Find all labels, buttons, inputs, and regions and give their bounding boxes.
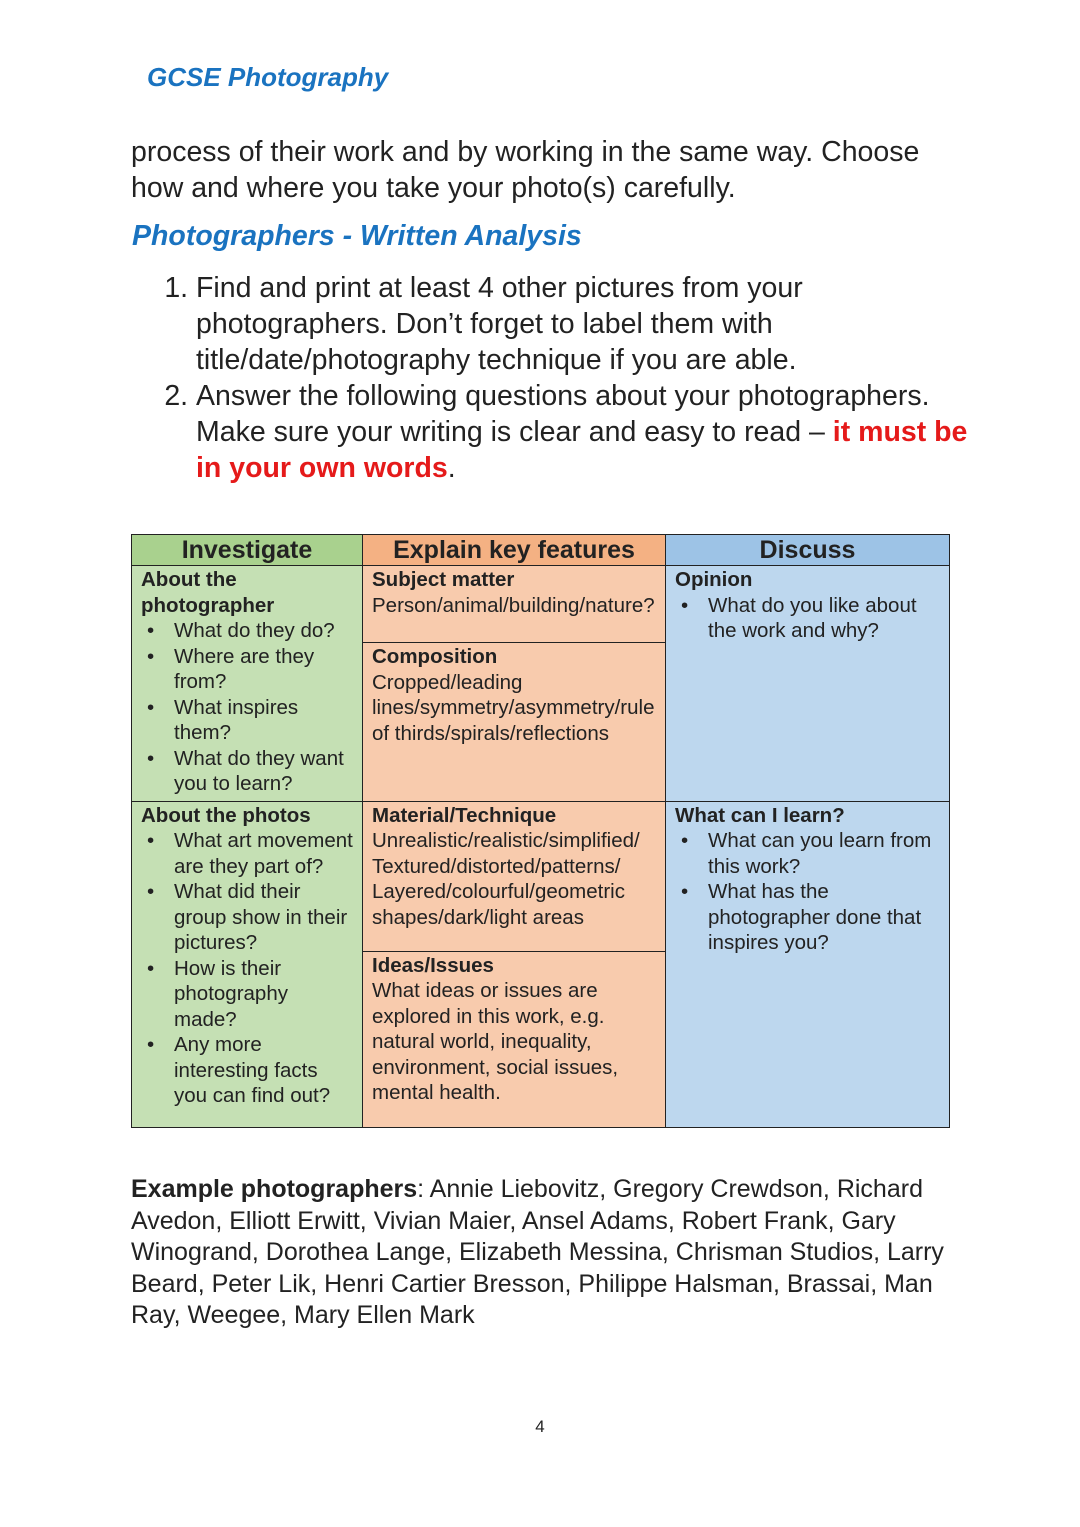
header-explain: Explain key features [363,535,666,566]
analysis-table [131,534,950,1128]
list-item: • Any more interesting facts you can find out? [174,1032,354,1109]
list-item: • What inspires them? [174,695,354,746]
cell-title: Material/Technique [372,803,557,827]
step-2 [196,378,996,486]
examples-text: : Annie Liebovitz, Gregory Crewdson, Richard Avedon, Elliott Erwitt, Vivian Maier, Ansel Adams, Robert Frank, Gary Winogrand, Dorothea Lange, Elizabeth Messina, Chrisman Studios, Larry Beard, Peter Lik, Henri Cartier Bresson, Philippe Halsman, Brassai, Man Ray, Weegee, Mary Ellen Mark [131,1175,944,1329]
examples-label: Example photographers [131,1175,418,1203]
list-item: • How is their photography made? [174,956,354,1033]
cell-title: Composition [372,645,498,669]
step-1 [196,270,996,378]
list-item: • Where are they from? [174,644,354,695]
cell-material-technique [363,801,666,951]
list-item: • What did their group show in their pictures? [174,879,354,956]
cell-title: About the photos [141,803,311,827]
cell-title: Subject matter [372,568,515,591]
list-item: • What can you learn from this work? [708,828,941,879]
cell-title: About the photographer [141,568,275,617]
emphasis-text: it must be in your own words [196,416,968,484]
document-header: GCSE Photography [147,62,389,92]
list-item: • What do they want you to learn? [174,746,354,797]
instructions-list [160,270,996,486]
section-title: Photographers - Written Analysis [132,220,582,252]
cell-title: What can I learn? [675,803,845,827]
cell-ideas-issues [363,951,666,1127]
step-text: Answer the following questions about your photographers. Make sure your writing is clear and easy to read – [196,380,930,448]
cell-text: Cropped/leading lines/symmetry/asymmetry/rule of thirds/spirals/reflections [372,670,655,745]
intro-paragraph: process of their work and by working in the same way. Choose how and where you take your photo(s) carefully. [131,136,920,204]
cell-text: Person/animal/building/nature? [372,593,655,617]
step-end: . [447,452,456,484]
cell-what-can-i-learn [666,801,950,1127]
list-item: • What art movement are they part of? [174,828,354,879]
page-number: 4 [535,1417,545,1436]
example-photographers [131,1174,961,1332]
cell-text: Unrealistic/realistic/simplified/ Textured/distorted/patterns/ Layered/colourful/geometric shapes/dark/light areas [372,829,640,929]
cell-composition [363,643,666,801]
cell-title: Opinion [675,568,753,591]
list-item: • What do they do? [174,618,354,644]
cell-subject-matter [363,566,666,643]
cell-about-photographer [132,566,363,802]
step-text: Find and print at least 4 other pictures from your photographers. Don’t forget to label them with title/date/photography technique if you are able. [196,272,803,376]
cell-opinion [666,566,950,802]
list-item: • What has the photographer done that inspires you? [708,879,941,956]
header-discuss: Discuss [666,535,950,566]
cell-title: Ideas/Issues [372,953,494,977]
header-investigate: Investigate [132,535,363,566]
cell-text: What ideas or issues are explored in this work, e.g. natural world, inequality, environment, social issues, mental health. [372,979,619,1104]
list-item: • What do you like about the work and why? [708,593,941,644]
cell-about-photos [132,801,363,1127]
